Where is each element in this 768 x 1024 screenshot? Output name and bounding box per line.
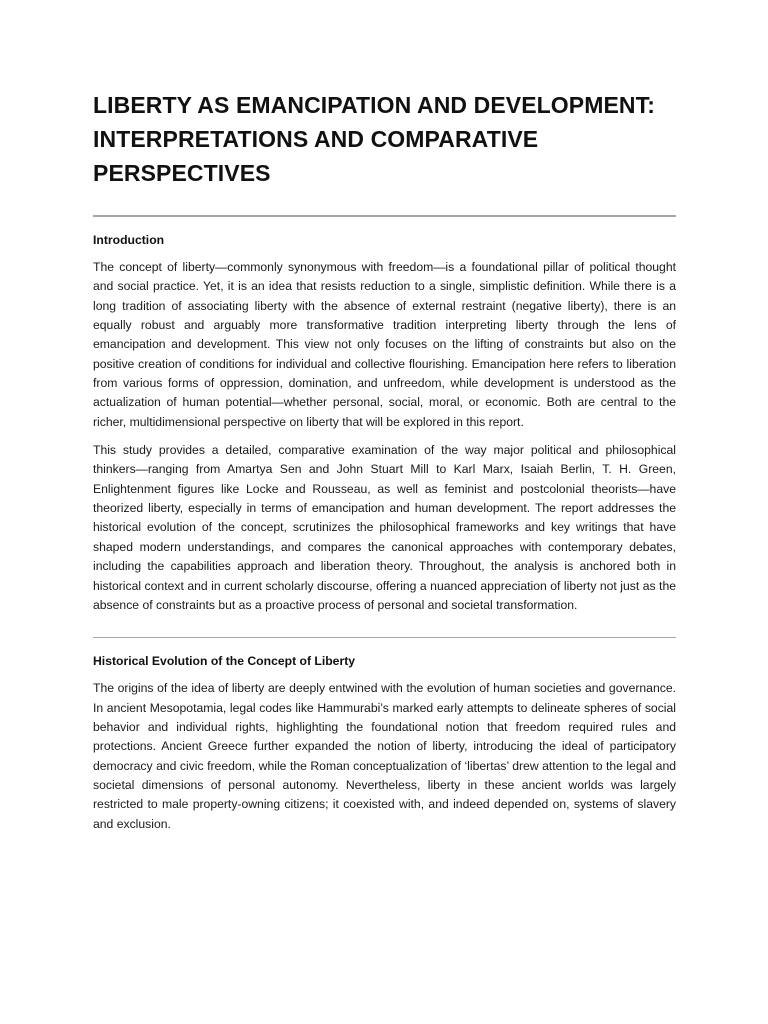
paragraph: The origins of the idea of liberty are deeply entwined with the evolution of human societies and governance. In ancient Mesopotamia, legal codes like Hammurabi’s marked early attempts to delineate spheres of social behavior and individual rights, highlighting the foundational notion that freedom required rules and protections. Ancient Greece further expanded the notion of liberty, introducing the ideal of participatory democracy and civic freedom, while the Roman conceptualization of ‘libertas’ drew attention to the legal and societal dimensions of personal autonomy. Nevertheless, liberty in these ancient worlds was largely restricted to male property-owning citizens; it coexisted with, and indeed depended on, systems of slavery and exclusion. — [93, 681, 676, 831]
title-line: LIBERTY AS EMANCIPATION AND DEVELOPMENT: — [93, 92, 655, 118]
title-line: PERSPECTIVES — [93, 160, 271, 186]
section-heading-historical-evolution: Historical Evolution of the Concept of Liberty — [93, 654, 356, 669]
title-line: INTERPRETATIONS AND COMPARATIVE — [93, 126, 539, 152]
title-divider — [93, 215, 676, 217]
paragraph: The concept of liberty—commonly synonymous with freedom—is a foundational pillar of political thought and social practice. Yet, it is an idea that resists reduction to a single, simplistic definition. While there is a long tradition of associating liberty with the absence of external restraint (negative liberty), there is an equally robust and arguably more transformative tradition interpreting liberty through the lens of emancipation and development. This view not only focuses on the lifting of constraints but also on the positive creation of conditions for individual and collective flourishing. Emancipation here refers to liberation from various forms of oppression, domination, and unfreedom, while development is understood as the actualization of human potential—whether personal, social, moral, or economic. Both are central to the richer, multidimensional perspective on liberty that will be explored in this report. — [93, 260, 676, 429]
document-title — [93, 88, 676, 190]
document-page — [93, 88, 676, 834]
section-heading-introduction: Introduction — [93, 233, 165, 247]
section-divider — [93, 637, 676, 638]
paragraph: This study provides a detailed, comparative examination of the way major political and philosophical thinkers—ranging from Amartya Sen and John Stuart Mill to Karl Marx, Isaiah Berlin, T. H. Green, Enlightenment figures like Locke and Rousseau, as well as feminist and postcolonial theorists—have theorized liberty, especially in terms of emancipation and human development. The report addresses the historical evolution of the concept, scrutinizes the philosophical frameworks and key writings that have shaped modern understandings, and compares the canonical approaches with contemporary debates, including the capabilities approach and liberation theory. Throughout, the analysis is anchored both in historical context and in current scholarly discourse, offering a nuanced appreciation of liberty not just as the absence of constraints but as a proactive process of personal and societal transformation. — [93, 443, 676, 612]
